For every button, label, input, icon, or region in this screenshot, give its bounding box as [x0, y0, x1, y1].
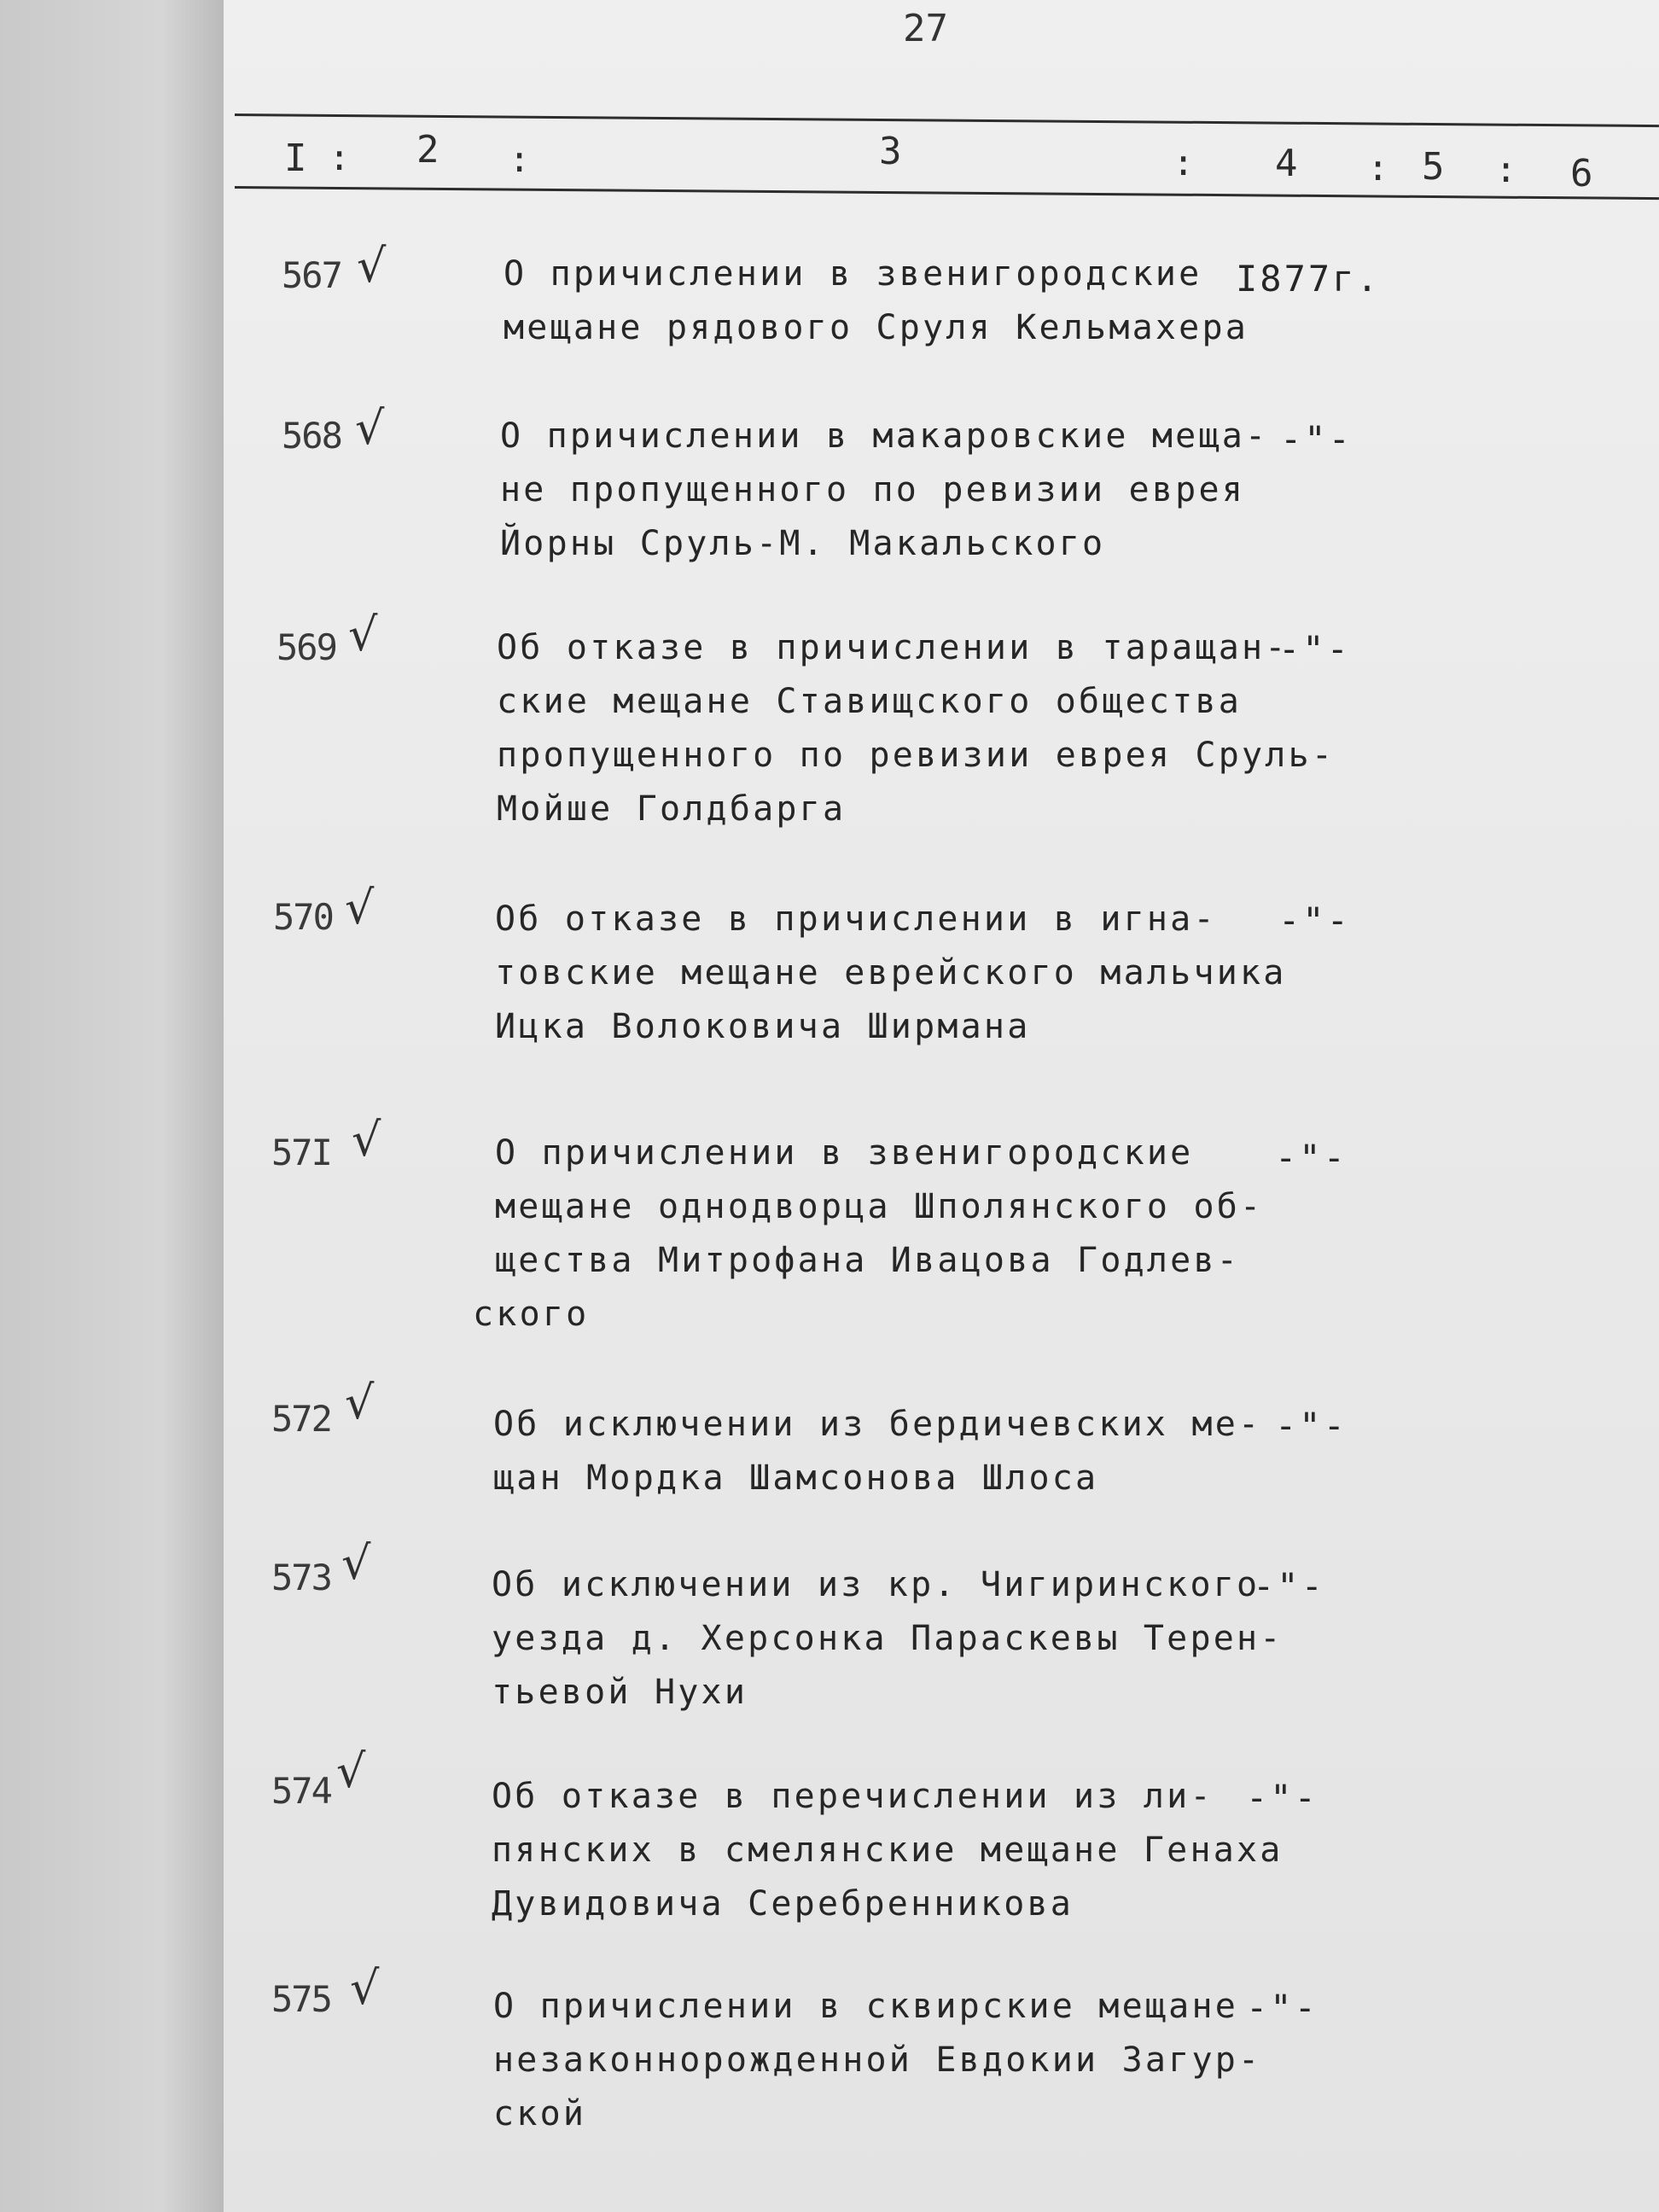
check-mark-icon: √ — [355, 401, 385, 455]
column-header-5: 5 — [1422, 145, 1445, 189]
check-mark-icon: √ — [345, 881, 375, 934]
entry-date: -"- — [1278, 899, 1351, 941]
entry-number: 567 — [282, 254, 341, 296]
check-mark-icon: √ — [345, 1376, 375, 1429]
entry-number: 572 — [271, 1398, 331, 1440]
entry-description — [497, 621, 1335, 836]
check-mark-icon: √ — [352, 1113, 381, 1167]
entry-date: -"- — [1280, 418, 1353, 460]
scan-background-edge — [0, 0, 230, 2212]
description-line: пропущенного по ревизии еврея Сруль- — [497, 736, 1336, 775]
description-line: Об исключении из кр. Чигиринского — [492, 1565, 1260, 1604]
description-line: О причислении в звенигородские — [495, 1133, 1194, 1173]
column-separator: : — [1173, 142, 1195, 183]
description-line: Йорны Сруль-М. Макальского — [500, 524, 1106, 563]
entry-date: -"- — [1246, 1987, 1318, 2029]
description-line: Об отказе в причислении в таращан- — [497, 628, 1289, 667]
entry-description — [493, 1980, 1261, 2141]
page-number: 27 — [903, 7, 948, 50]
description-line: товские мещане еврейского мальчика — [495, 953, 1287, 992]
description-line: щан Мордка Шамсонова Шлоса — [493, 1458, 1099, 1498]
entry-description — [473, 1126, 1264, 1342]
entry-description — [493, 1398, 1261, 1505]
description-line: ские мещане Ставищского общества — [497, 682, 1243, 721]
column-separator: : — [509, 138, 531, 180]
entry-description — [504, 247, 1249, 355]
description-line: Дувидовича Серебренникова — [492, 1884, 1074, 1924]
column-header-4: 4 — [1275, 142, 1298, 185]
column-header-1: I — [284, 137, 307, 180]
check-mark-icon: √ — [348, 608, 378, 661]
check-mark-icon: √ — [341, 1536, 371, 1590]
description-line: Ицка Волоковича Ширмана — [495, 1007, 1031, 1046]
check-mark-icon: √ — [357, 239, 387, 293]
description-line: О причислении в макаровские меща- — [500, 416, 1269, 456]
description-line: ской — [493, 2094, 587, 2133]
entry-description — [500, 410, 1268, 571]
description-line: уезда д. Херсонка Параскевы Терен- — [492, 1619, 1284, 1658]
description-line: щества Митрофана Ивацова Годлев- — [495, 1241, 1241, 1280]
column-header-3: 3 — [879, 130, 902, 173]
entry-number: 57I — [271, 1132, 331, 1173]
description-line: незаконнорожденной Евдокии Загур- — [493, 2040, 1262, 2080]
column-header-2: 2 — [416, 128, 439, 172]
entry-number: 570 — [273, 896, 333, 938]
entry-number: 568 — [282, 415, 341, 457]
column-header-6: 6 — [1570, 152, 1593, 195]
description-line: Мойше Голдбарга — [497, 789, 847, 829]
entry-description — [492, 1770, 1284, 1931]
entry-date: -"- — [1275, 1137, 1348, 1179]
column-separator: : — [329, 137, 351, 178]
description-line: Об исключении из бердичевских ме- — [493, 1405, 1262, 1444]
description-line: О причислении в сквирские мещане — [493, 1987, 1239, 2026]
column-separator: : — [1367, 147, 1389, 189]
entry-number: 569 — [276, 626, 336, 668]
entry-date: -"- — [1246, 1777, 1318, 1819]
check-mark-icon: √ — [336, 1744, 366, 1798]
description-line: мещане рядового Сруля Кельмахера — [504, 308, 1249, 347]
description-line: тьевой Нухи — [492, 1673, 748, 1712]
column-separator: : — [1495, 148, 1517, 190]
description-line: Об отказе в перечислении из ли- — [492, 1777, 1214, 1816]
check-mark-icon: √ — [350, 1961, 380, 2015]
entry-date: -"- — [1275, 1405, 1348, 1447]
description-line: пянских в смелянские мещане Генаха — [492, 1831, 1284, 1870]
entry-date: -"- — [1253, 1565, 1325, 1607]
description-line: не пропущенного по ревизии еврея — [500, 470, 1246, 509]
entry-number: 573 — [271, 1557, 331, 1598]
description-line: ского — [473, 1295, 590, 1334]
entry-description — [495, 893, 1287, 1054]
entry-date: -"- — [1278, 628, 1351, 670]
description-line: Об отказе в причислении в игна- — [495, 899, 1217, 939]
description-line: мещане однодворца Шполянского об- — [495, 1187, 1264, 1226]
description-line: О причислении в звенигородские — [504, 254, 1202, 294]
entry-number: 575 — [271, 1978, 331, 2020]
entry-description — [492, 1558, 1284, 1720]
entry-date: I877г. — [1236, 258, 1381, 300]
entry-number: 574 — [271, 1770, 331, 1812]
